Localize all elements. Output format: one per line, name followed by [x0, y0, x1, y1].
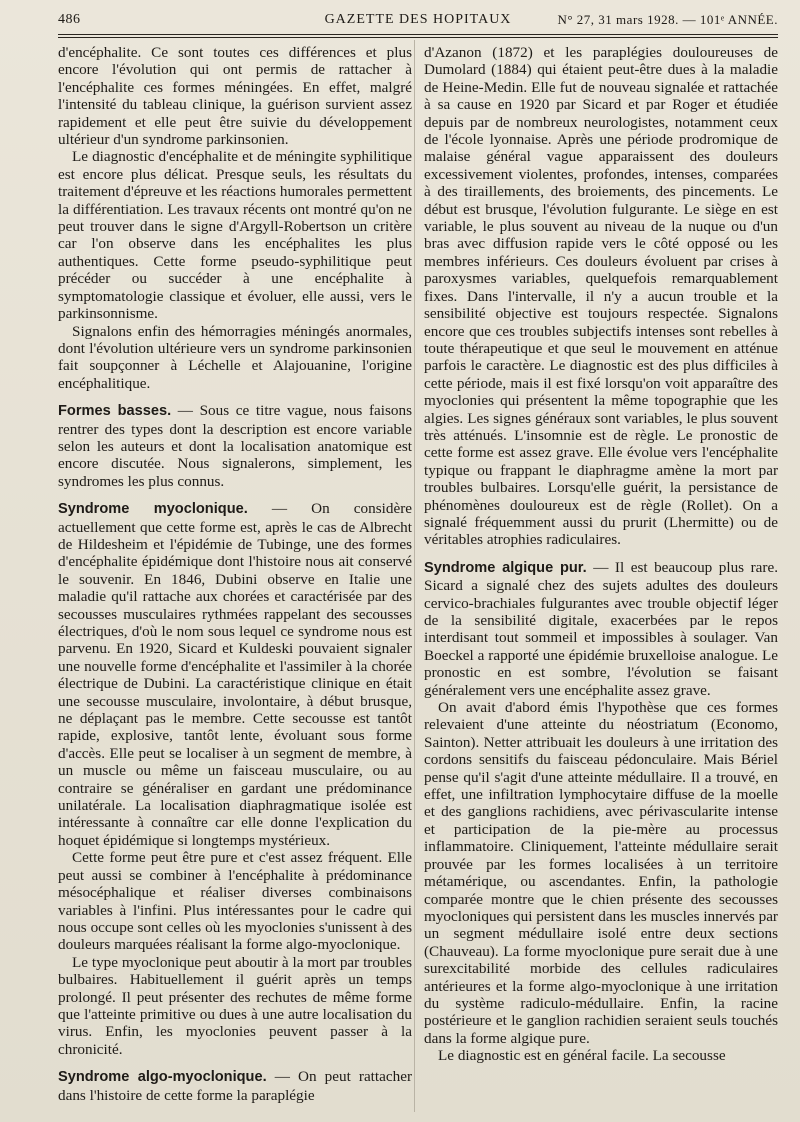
paragraph: Le type myoclonique peut aboutir à la mort par troubles bulbaires. Habituellement il guérit après un temps prolongé. Il peut présenter des rechutes de même forme que l'atteinte primitive ou dues à une autre localisation du virus. Enfin, les myoclonies peuvent passer à la chronicité.	[58, 953, 412, 1058]
paragraph: Le diagnostic est en général facile. La secousse	[438, 1047, 726, 1065]
right-column	[424, 44, 778, 1065]
journal-title: GAZETTE DES HOPITAUX	[324, 12, 512, 27]
paragraph: Syndrome myoclonique. — On considère actuellement que cette forme est, après le cas de Albrecht de Hildesheim et l'épidémie de Tubinge, une des formes d'encéphalite épidémique dont l'histoire nous ait conservé le souvenir. En 1846, Dubini observe en Italie une maladie qu'il rattache aux chorées et caractérisée par des secousses musculaires rythmées rappelant des secousses électriques, d'où le nom sous lequel ce syndrome nous est parvenu. En 1920, Sicard et Kuldeski pouvaient signaler une nouvelle forme d'encéphalite et l'assimiler à la chorée électrique de Dubini. La caractéristique clinique en était une secousse musculaire, involontaire, à début brusque, ne déplaçant pas le membre. Cette secousse est tantôt rapide, explosive, tantôt lente, évoluant sous forme d'accès. Elle peut se localiser à un segment de membre, à un muscle ou même un faisceau musculaire, ou au contraire se généraliser en gardant une prédominance unilatérale. La localisation diaphragmatique isolée est intéressante à connaître car elle donne l'explication du hoquet épidémique si longtemps mystérieux.	[58, 500, 412, 849]
header-rule	[58, 34, 778, 35]
paragraph: Syndrome algo-myoclonique. — On peut rattacher dans l'histoire de cette forme la paraplégie	[58, 1068, 412, 1104]
paragraph: On avait d'abord émis l'hypothèse que ces formes relevaient d'une atteinte du néostriatum (Economo, Sainton). Netter attribuait les douleurs à une irritation des cordons sensitifs du faisceau pédonculaire. Mais Bériel pense qu'il s'agit d'une atteinte médullaire. Il a trouvé, en effet, une infiltration lymphocytaire diffuse de la moelle et des ganglions rachidiens, avec périvascularite intense et participation de la pie-mère au processus inflammatoire. Cliniquement, l'atteinte médullaire serait prouvée par les formes localisées à un territoire métamérique, ou ascendantes. Enfin, la pathologie comparée montre que le chien présente des secousses myocloniques qui persistent dans les muscles innervés par un segment médullaire isolé entre deux sections (Chauveau). La forme myoclonique pure serait due à une surexcitabilité morbide des cellules radiculaires antérieures et la forme algo-myoclonique à une irritation du système radiculo-médullaire. Enfin, la racine postérieure et le ganglion rachidien seraient seuls touchés dans la forme algique pure.	[424, 699, 778, 1047]
paragraph: Le diagnostic d'encéphalite et de méningite syphilitique est encore plus délicat. Presque seuls, les résultats du traitement d'épreuve et les réactions humorales permettent la différentiation. Les travaux récents ont montré qu'on ne peut trouver dans le signe d'Argyll-Robertson un critère car l'on observe dans les encéphalites les plus authentiques. Cette forme pseudo-syphilitique peut précéder ou succéder à une encéphalite à symptomatologie classique et évoluer, elle aussi, vers le parkinsonnisme.	[58, 148, 412, 323]
section-heading: Syndrome myoclonique.	[58, 501, 248, 518]
paragraph: Signalons enfin des hémorragies méningés anormales, dont l'évolution ultérieure vers un syndrome parkinsonien fait soupçonner à Léchelle et Alajouanine, l'origine encéphalitique.	[58, 322, 412, 392]
paragraph: Formes basses. — Sous ce titre vague, nous faisons rentrer des types dont la description est encore variable selon les auteurs et dont la localisation anatomique est encore discutée. Nous signalerons, simplement, les syndromes les plus connus.	[58, 402, 412, 490]
paragraph: d'Azanon (1872) et les paraplégies douloureuses de Dumolard (1884) qui étaient peut-être dues à la maladie de Heine-Medin. Elle fut de nouveau signalée et rattachée à sa cause en 1920 par Sicard et par Roger et étudiée depuis par de nombreux neurologistes, notamment ceux de l'école lyonnaise. Après une période prodromique de malaise général vague apparaissent des douleurs excessivement violentes, profondes, intenses, comparées à des tiraillements, des broiements, des pincements. Le début est brusque, l'évolution fulgurante. Le siège en est variable, le plus souvent au niveau de la nuque ou d'un bras avec diffusion rapide vers le côté opposé ou les membres inférieurs. Ces douleurs évoluent par crises à paroxysmes variables, quelquefois remarquablement fixes. Dans l'intervalle, il n'y a aucun trouble et la sensibilité objective est toujours respectée. Signalons encore que ces troubles subjectifs intenses sont rebelles à toute thérapeutique et que seul le mouvement en atténue parfois le caractère. Le diagnostic est des plus difficiles à cette période, mais il est fixé lorsqu'on voit apparaître des myoclonies qui présentent la même topographie que les algies. Les signes généraux sont variables, le plus souvent très atténués. L'insomnie est de règle. Le pronostic de cette forme est assez grave. Elle évolue vers l'encéphalite typique ou frappant le diaphragme amène la mort par troubles bulbaires. Lorsqu'elle guérit, la persistance de phénomènes douloureux est de règle (Rollet). On a signalé fréquemment aussi du prurit (Lhermitte) ou de véritables atrophies radiculaires.	[424, 44, 778, 549]
section-heading: Syndrome algo-myoclonique.	[58, 1069, 267, 1086]
section-heading: Syndrome algique pur.	[424, 559, 587, 576]
section-heading: Formes basses.	[58, 403, 172, 420]
issue-info: N° 27, 31 mars 1928. — 101ᵉ ANNÉE.	[557, 12, 778, 27]
page-header	[58, 10, 778, 32]
paragraph: Cette forme peut être pure et c'est assez fréquent. Elle peut aussi se combiner à l'encéphalite à prédominance mésocéphalique et réaliser diverses combinaisons variables à l'infini. Plus intéressantes pour le cadre qui nous occupe sont celles où les myoclonies s'unissent à des douleurs marquées réalisant la forme algo-myoclonique.	[58, 849, 412, 954]
left-column	[58, 44, 412, 1104]
paragraph: d'encéphalite. Ce sont toutes ces différences et plus encore l'évolution qui ont permis de rattacher à l'encéphalite ces formes méningées. En effet, malgré l'intensité du tableau clinique, la guérison survient assez rapidement et elle peut être suivie du développement ultérieur d'un syndrome parkinsonien.	[58, 44, 412, 149]
header-rule	[58, 37, 778, 38]
page-number: 486	[58, 12, 81, 27]
column-divider	[414, 40, 415, 1112]
paragraph: Syndrome algique pur. — Il est beaucoup plus rare. Sicard a signalé chez des sujets adultes des douleurs cervico-brachiales fulgurantes avec trouble objectif léger de la sensibilité digitale, exacerbées par le repos interdisant tout sommeil et impossibles à soulager. Van Boeckel a rapporté une épidémie bruxelloise analogue. Le pronostic en est sombre, l'évolution se faisant généralement vers une encéphalite assez grave.	[424, 558, 778, 699]
